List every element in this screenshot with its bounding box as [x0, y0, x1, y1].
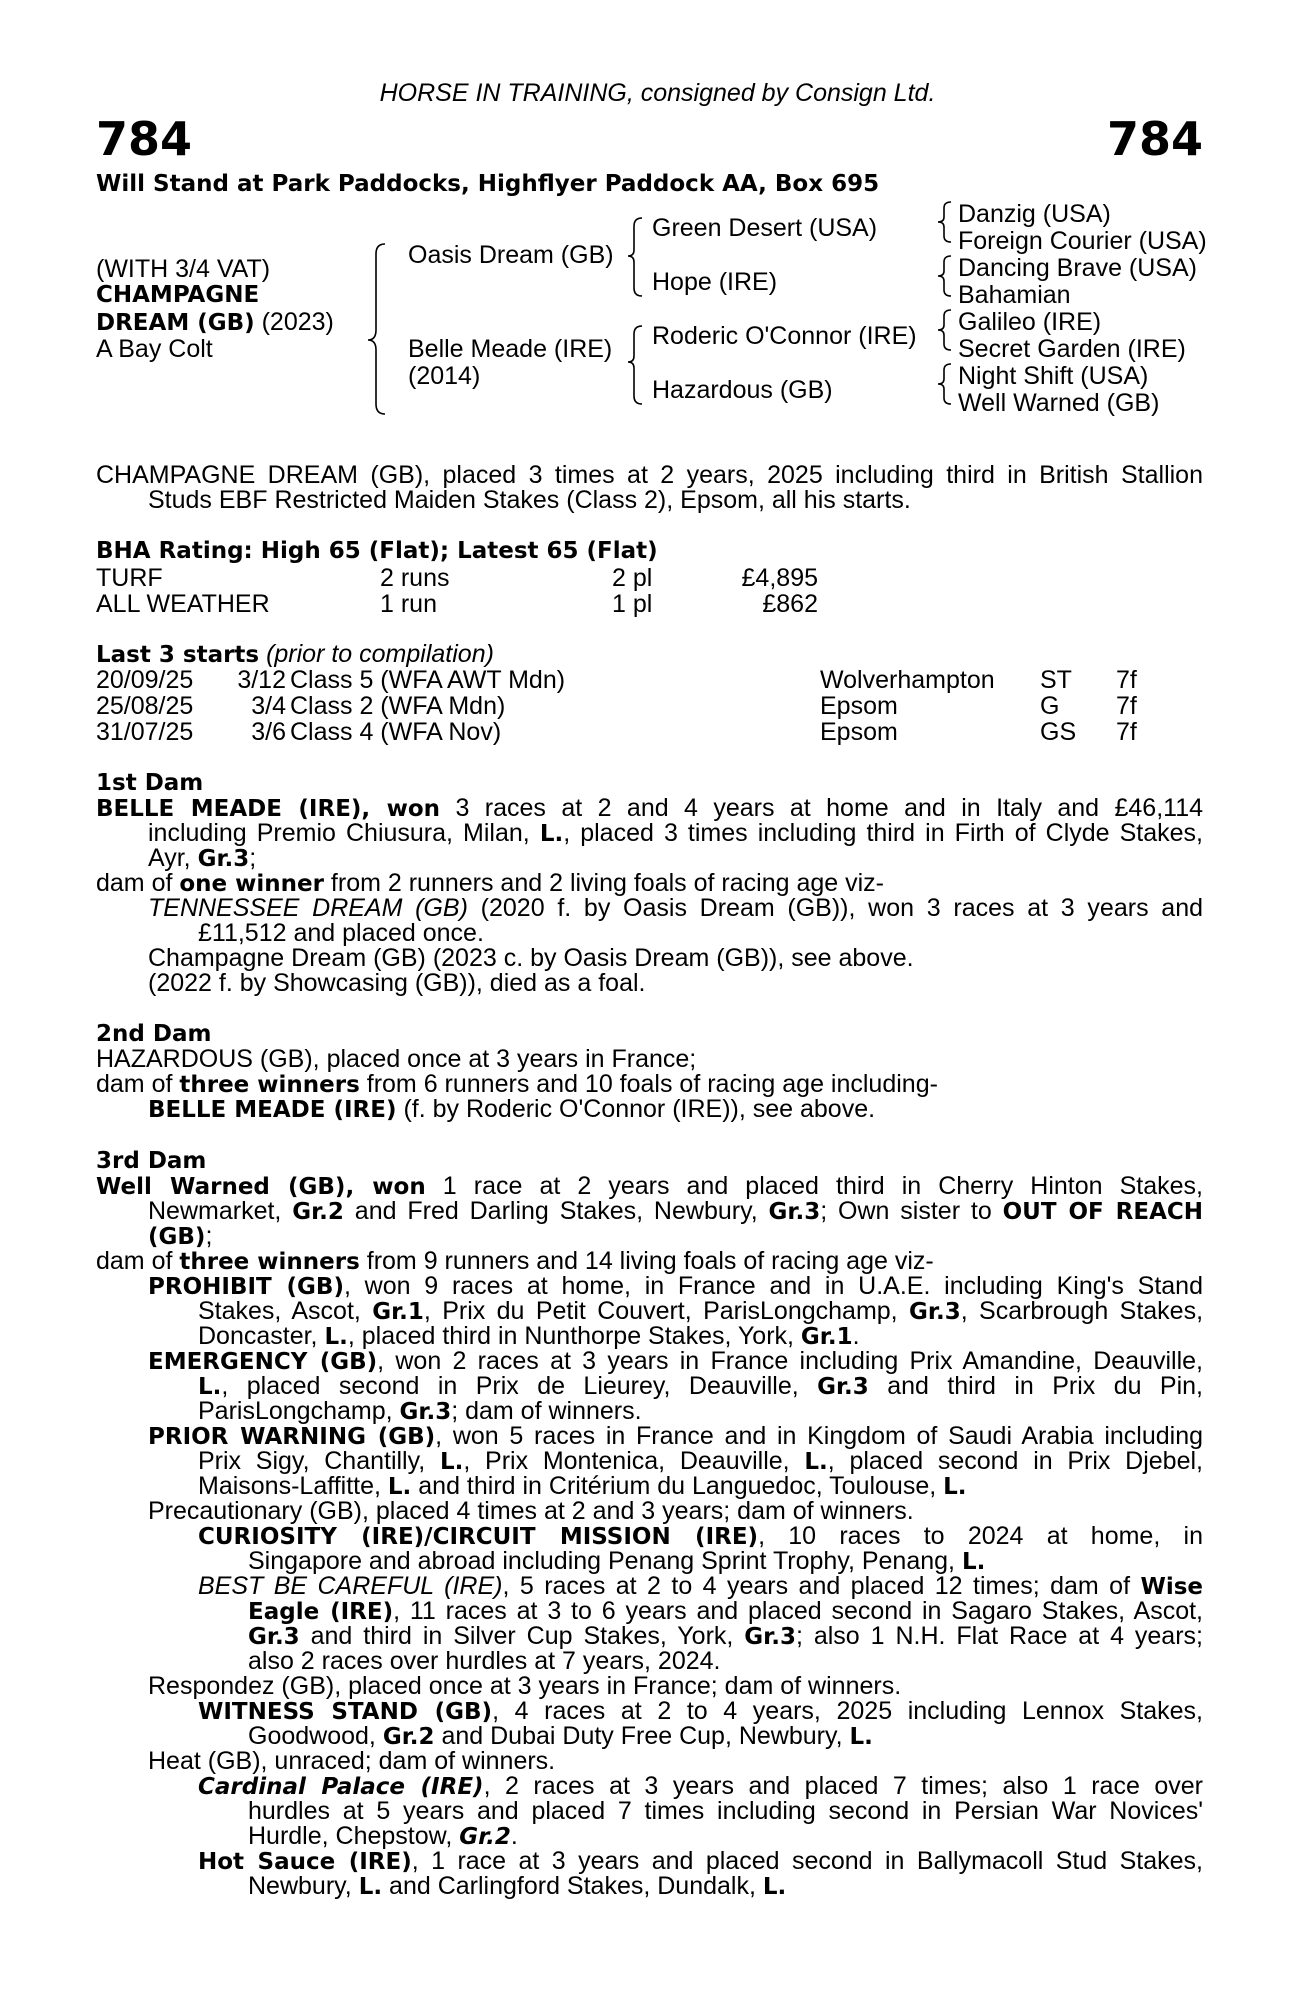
lot-number-right: 784 [1106, 112, 1203, 166]
last-starts-note: (prior to compilation) [266, 640, 494, 668]
g3-sss: Danzig (USA) [958, 200, 1111, 228]
last-starts-title: Last 3 starts [96, 642, 260, 668]
foaling-year: (2023) [254, 308, 334, 336]
horse-name-line2: DREAM (GB) [96, 310, 255, 336]
g3-dds: Night Shift (USA) [958, 362, 1149, 390]
dam-year: (2014) [408, 362, 481, 390]
g3-sds: Dancing Brave (USA) [958, 254, 1197, 282]
sire-sire: Green Desert (USA) [652, 214, 878, 242]
stand-location: Will Stand at Park Paddocks, Highflyer Paddock AA, Box 695 [96, 171, 880, 197]
dam-sire: Roderic O'Connor (IRE) [652, 322, 917, 350]
first-dam-section: 1st Dam BELLE MEADE (IRE), won 3 races at 2 and 4 years at home and in Italy and £46,114 including Premio Chiusura, Milan, L., placed 3 times including third in Firth of Clyde Stakes, Ayr, Gr.3; dam of one winner from 2 runners and 2 living foals of racing age viz- TENNESSEE DREAM (GB) (2020 f. by Oasis Dream (GB)), won 3 races at 3 years and £11,512 and placed once. Champagne Dream (GB) (2023 c. by Oasis Dream (GB)), see above. (2022 f. by Showcasing (GB)), died as a foal. [96, 770, 1203, 997]
race-summary: CHAMPAGNE DREAM (GB), placed 3 times at 2 years, 2025 including third in British Stallion Studs EBF Restricted Maiden Stakes (Class 2), Epsom, all his starts. [96, 461, 1203, 514]
vat-note: (WITH 3/4 VAT) [96, 255, 271, 283]
dam: Belle Meade (IRE) [408, 335, 613, 363]
g3-sdd: Bahamian [958, 281, 1071, 309]
sire-dam: Hope (IRE) [652, 268, 778, 296]
horse-description: A Bay Colt [96, 335, 213, 363]
g3-dsd: Secret Garden (IRE) [958, 335, 1186, 363]
g3-ssd: Foreign Courier (USA) [958, 227, 1207, 255]
second-dam-section: 2nd Dam HAZARDOUS (GB), placed once at 3 years in France; dam of three winners from 6 runners and 10 foals of racing age including- BELLE MEADE (IRE) (f. by Roderic O'Connor (IRE)), see above. [96, 1022, 1203, 1122]
first-dam-title: 1st Dam [96, 770, 204, 796]
lot-number-left: 784 [96, 112, 193, 166]
rating-title: BHA Rating: High 65 (Flat); Latest 65 (Flat) [96, 538, 658, 564]
g3-ddd: Well Warned (GB) [958, 389, 1160, 417]
third-dam-title: 3rd Dam [96, 1148, 207, 1174]
sire: Oasis Dream (GB) [408, 241, 614, 269]
horse-name-line1: CHAMPAGNE [96, 282, 260, 308]
third-dam-section: 3rd Dam Well Warned (GB), won 1 race at 2 years and placed third in Cherry Hinton Stakes, Newmarket, Gr.2 and Fred Darling Stakes, Newbury, Gr.3; Own sister to OUT OF REACH (GB); dam of three winners from 9 runners and 14 living foals of racing age viz- PROHIBIT (GB), won 9 races at home, in France and in U.A.E. including King's Stand Stakes, Ascot, Gr.1, Prix du Petit Couvert, ParisLongchamp, Gr.3, Scarbrough Stakes, Doncaster, L., placed third in Nunthorpe Stakes, York, Gr.1. EMERGENCY (GB), won 2 races at 3 years in France including Prix Amandine, Deauville, L., placed second in Prix de Lieurey, Deauville, Gr.3 and third in Prix du Pin, ParisLongchamp, Gr.3; dam of winners. PRIOR WARNING (GB), won 5 races in France and in Kingdom of Saudi Arabia including Prix Sigy, Chantilly, L., Prix Montenica, Deauville, L., placed second in Prix Djebel, Maisons-Laffitte, L. and third in Critérium du Languedoc, Toulouse, L. Precautionary (GB), placed 4 times at 2 and 3 years; dam of winners. CURIOSITY (IRE)/CIRCUIT MISSION (IRE), 10 races to 2024 at home, in Singapore and abroad including Penang Sprint Trophy, Penang, L. BEST BE CAREFUL (IRE), 5 races at 2 to 4 years and placed 12 times; dam of Wise Eagle (IRE), 11 races at 3 to 6 years and placed second in Sagaro Stakes, Ascot, Gr.3 and third in Silver Cup Stakes, York, Gr.3; also 1 N.H. Flat Race at 4 years; also 2 races over hurdles at 7 years, 2024. Respondez (GB), placed once at 3 years in France; dam of winners. WITNESS STAND (GB), 4 races at 2 to 4 years, 2025 including Lennox Stakes, Goodwood, Gr.2 and Dubai Duty Free Cup, Newbury, L. Heat (GB), unraced; dam of winners. Cardinal Palace (IRE), 2 races at 3 years and placed 7 times; also 1 race over hurdles at 5 years and placed 7 times including second in Persian War Novices' Hurdle, Chepstow, Gr.2. Hot Sauce (IRE), 1 race at 3 years and placed second in Ballymacoll Stud Stakes, Newbury, L. and Carlingford Stakes, Dundalk, L. [96, 1148, 1204, 1900]
second-dam-title: 2nd Dam [96, 1021, 212, 1047]
consignor-header: HORSE IN TRAINING, consigned by Consign Ltd. [379, 79, 936, 107]
dam-dam: Hazardous (GB) [652, 376, 833, 404]
g3-dss: Galileo (IRE) [958, 308, 1102, 336]
